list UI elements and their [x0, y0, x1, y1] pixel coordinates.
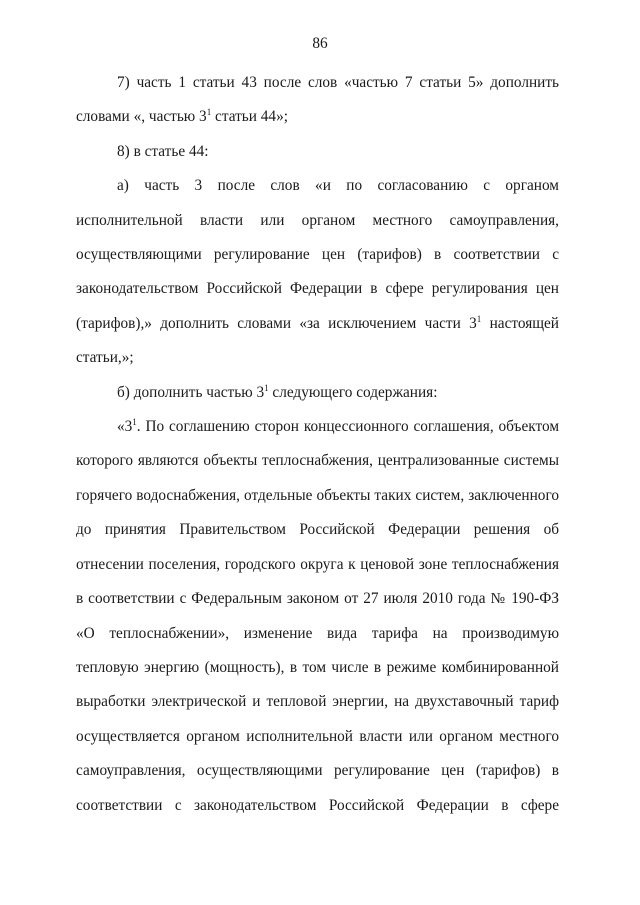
item-8-b-text-end: следующего содержания: [268, 383, 438, 401]
item-8-a-text-end: настоящей статьи,»; [76, 314, 559, 367]
page-number: 86 [312, 35, 328, 52]
quoted-part-text: . По соглашению сторон концессионного соглашения, объектом которого являются объекты теплоснабжения, централизованные системы горячего водоснабжения, отдельные объекты таких систем, заключенного до принятия Правительством Российской Федерации решения об отнесении поселения, городского округа к ценовой зоне теплоснабжения в соответствии с Федеральным законом от 27 июля 2010 года № 190-ФЗ «О теплоснабжении», изменение вида тарифа на производимую тепловую энергию (мощность), в том числе в режиме комбинированной выработки электрической и тепловой энергии, на двухставочный тариф осуществляется органом исполнительной власти или органом местного самоуправления, осуществляющими регулирование цен (тарифов) в соответствии с законодательством Российской Федерации в сфере [76, 418, 559, 814]
item-8-b-text: б) дополнить частью 3 [117, 383, 265, 401]
item-8-a-text: а) часть 3 после слов «и по согласованию с органом исполнительной власти или органом местного самоуправления, осуществляющими регулирование цен (тарифов) в соответствии с законодательством Российской Федерации в сфере регулирования цен (тарифов),» дополнить словами «за исключением части 3 [76, 177, 559, 332]
item-7-text: 7) часть 1 статьи 43 после слов «частью 7 статьи 5» дополнить словами «, частью 3 [76, 74, 559, 126]
item-8 [76, 135, 559, 169]
item-7-text-end: статьи 44»; [211, 108, 288, 126]
item-8-b [76, 376, 559, 410]
quoted-part-start: «3 [117, 418, 133, 436]
quoted-part-3-1 [76, 410, 559, 823]
superscript: 1 [206, 107, 212, 118]
item-8-text: 8) в статье 44: [117, 142, 209, 160]
superscript: 1 [132, 417, 137, 428]
superscript: 1 [476, 313, 482, 324]
item-7 [76, 66, 559, 135]
document-body [76, 66, 559, 823]
item-8-a [76, 169, 559, 375]
superscript: 1 [264, 382, 269, 393]
